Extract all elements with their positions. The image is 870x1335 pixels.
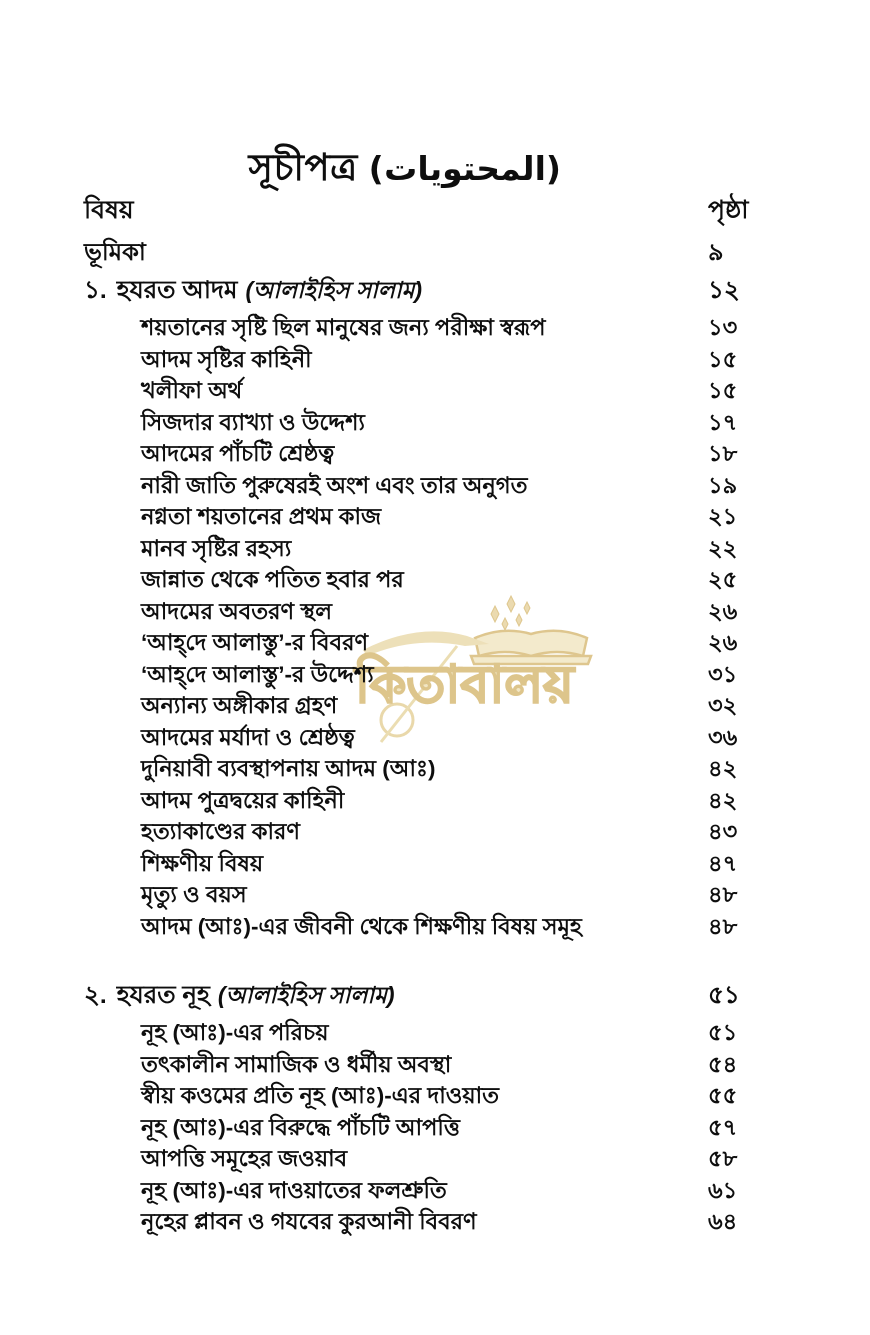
- toc-entry-label: মানব সৃষ্টির রহস্য: [141, 535, 292, 561]
- toc-entry-label: দুনিয়াবী ব্যবস্থাপনায় আদম (আঃ): [141, 756, 436, 781]
- section-title: হযরত আদম: [116, 277, 238, 304]
- toc-entry-label: আদমের অবতরণ স্থল: [141, 598, 333, 624]
- toc-entry-label: শয়তানের সৃষ্টি ছিল মানুষের জন্য পরীক্ষা স্বরূপ: [141, 315, 546, 340]
- toc-entry-page: ১৯: [708, 472, 738, 498]
- toc-row: [84, 376, 762, 408]
- toc-row: [84, 754, 762, 786]
- toc-entry-page: ২৫: [708, 567, 738, 592]
- toc-entry-page: ১৭: [708, 409, 738, 435]
- toc-entry-page: ৫৭: [708, 1114, 738, 1140]
- toc-entry-label: ‘আহ্‌দে আলাস্তু’-র উদ্দেশ্য: [141, 661, 374, 687]
- toc-entry-page: ৩২: [708, 693, 738, 718]
- toc-entry-page: ৫৮: [708, 1146, 738, 1171]
- toc-column-headers: [84, 196, 762, 238]
- toc-row: [84, 502, 762, 534]
- toc-entry-page: ৫১: [708, 1020, 738, 1045]
- toc-section-header-adam: [84, 276, 762, 313]
- toc-row: [84, 691, 762, 723]
- section-honorific: (আলাইহিস সালাম): [245, 277, 423, 303]
- toc-row: [84, 880, 762, 912]
- toc-row: [84, 408, 762, 440]
- toc-entry-label: নূহের প্লাবন ও গযবের কুরআনী বিবরণ: [141, 1209, 477, 1234]
- toc-row: [84, 439, 762, 471]
- toc-entry-page: ৬৪: [708, 1209, 738, 1234]
- toc-row: [84, 565, 762, 597]
- subject-column-header: বিষয়: [84, 196, 134, 224]
- section-number: ২.: [84, 982, 107, 1009]
- toc-entry-page: ৪২: [708, 787, 738, 813]
- toc-row: [84, 597, 762, 629]
- toc-row-intro: [84, 238, 762, 276]
- toc-row: [84, 1081, 762, 1113]
- toc-entry-label: নূহ (আঃ)-এর দাওয়াতের ফলশ্রুতি: [141, 1177, 447, 1203]
- toc-row: [84, 786, 762, 818]
- toc-entry-label: আদমের পাঁচটি শ্রেষ্ঠত্ব: [141, 441, 335, 466]
- toc-entry-page: ২৬: [708, 598, 738, 624]
- toc-entry-label: আদম পুত্রদ্বয়ের কাহিনী: [141, 787, 345, 813]
- toc-row: [84, 660, 762, 692]
- toc-row: [84, 534, 762, 566]
- toc-entry-page: ১৫: [708, 346, 738, 372]
- toc-entry-page: ১৮: [708, 441, 738, 466]
- toc-row: [84, 817, 762, 849]
- section-title: হযরত নূহ: [116, 982, 210, 1009]
- toc-entry-label: ভূমিকা: [84, 239, 146, 266]
- toc-entry-page: ৩১: [708, 661, 738, 687]
- toc-entry-label: নগ্নতা শয়তানের প্রথম কাজ: [141, 504, 382, 529]
- toc-entry-label: শিক্ষণীয় বিষয়: [141, 850, 264, 876]
- toc-entry-page: ৯: [708, 239, 724, 266]
- toc-entry-label: আপত্তি সমূহের জওয়াব: [141, 1146, 348, 1171]
- toc-entry-label: মৃত্যু ও বয়স: [141, 882, 247, 907]
- toc-entry-label: সিজদার ব্যাখ্যা ও উদ্দেশ্য: [141, 409, 365, 435]
- toc-entry-page: ৪৮: [708, 913, 738, 939]
- toc-row: [84, 1144, 762, 1176]
- section-number: ১.: [84, 277, 107, 304]
- toc-row: [84, 849, 762, 881]
- toc-entry-page: ৫৫: [708, 1083, 738, 1108]
- toc-entry-label: নূহ (আঃ)-এর বিরুদ্ধে পাঁচটি আপত্তি: [141, 1114, 460, 1140]
- toc-row: [84, 313, 762, 345]
- toc-row: [84, 912, 762, 944]
- toc-entry-page: ৬১: [708, 1177, 738, 1203]
- toc-entry-label: আদম (আঃ)-এর জীবনী থেকে শিক্ষণীয় বিষয় সমূহ: [141, 913, 582, 939]
- page-title-bengali: সূচীপত্র: [248, 147, 358, 188]
- toc-entry-page: ৩৬: [708, 724, 738, 750]
- toc-entry-label: ‘আহ্‌দে আলাস্তু’-র বিবরণ: [141, 630, 369, 655]
- toc-entry-page: ১৫: [708, 378, 738, 403]
- toc-entry-page: ৪৮: [708, 882, 738, 907]
- page-title-arabic: (المحتويات): [368, 149, 562, 188]
- toc-entry-page: ৪৩: [708, 819, 738, 844]
- toc-row: [84, 1113, 762, 1145]
- toc-entry-label: স্বীয় কওমের প্রতি নূহ (আঃ)-এর দাওয়াত: [141, 1083, 499, 1108]
- toc-entry-page: ৫৪: [708, 1051, 738, 1077]
- watermark-text: কিতাবালয়: [355, 656, 574, 714]
- section-page: ১২: [708, 277, 740, 304]
- toc-row: [84, 723, 762, 755]
- table-of-contents: [84, 196, 762, 1239]
- toc-entry-label: নারী জাতি পুরুষেরই অংশ এবং তার অনুগত: [141, 472, 528, 498]
- toc-entry-page: ২১: [708, 504, 738, 529]
- toc-entry-label: তৎকালীন সামাজিক ও ধর্মীয় অবস্থা: [141, 1051, 452, 1077]
- toc-entry-label: আদম সৃষ্টির কাহিনী: [141, 346, 312, 372]
- toc-entry-page: ২২: [708, 535, 738, 561]
- section-honorific: (আলাইহিস সালাম): [217, 982, 395, 1008]
- toc-entry-label: অন্যান্য অঙ্গীকার গ্রহণ: [141, 693, 338, 718]
- toc-entry-page: ১৩: [708, 315, 738, 340]
- toc-entry-label: নূহ (আঃ)-এর পরিচয়: [141, 1020, 329, 1045]
- toc-entry-label: খলীফা অর্থ: [141, 378, 243, 403]
- toc-entry-label: হত্যাকাণ্ডের কারণ: [141, 819, 301, 844]
- toc-entry-page: ২৬: [708, 630, 738, 655]
- page-title: [0, 138, 810, 201]
- toc-row: [84, 1176, 762, 1208]
- toc-entry-label: আদমের মর্যাদা ও শ্রেষ্ঠত্ব: [141, 724, 355, 750]
- toc-entry-page: ৪২: [708, 756, 738, 781]
- toc-row: [84, 1018, 762, 1050]
- toc-row: [84, 1207, 762, 1239]
- toc-row: [84, 471, 762, 503]
- toc-row: [84, 1050, 762, 1082]
- toc-section-header-nuh: [84, 981, 762, 1018]
- toc-entry-label: জান্নাত থেকে পতিত হবার পর: [141, 567, 404, 592]
- section-page: ৫১: [708, 982, 740, 1009]
- toc-entry-page: ৪৭: [708, 850, 738, 876]
- page-column-header: পৃষ্ঠা: [708, 196, 749, 224]
- toc-row: [84, 628, 762, 660]
- toc-row: [84, 345, 762, 377]
